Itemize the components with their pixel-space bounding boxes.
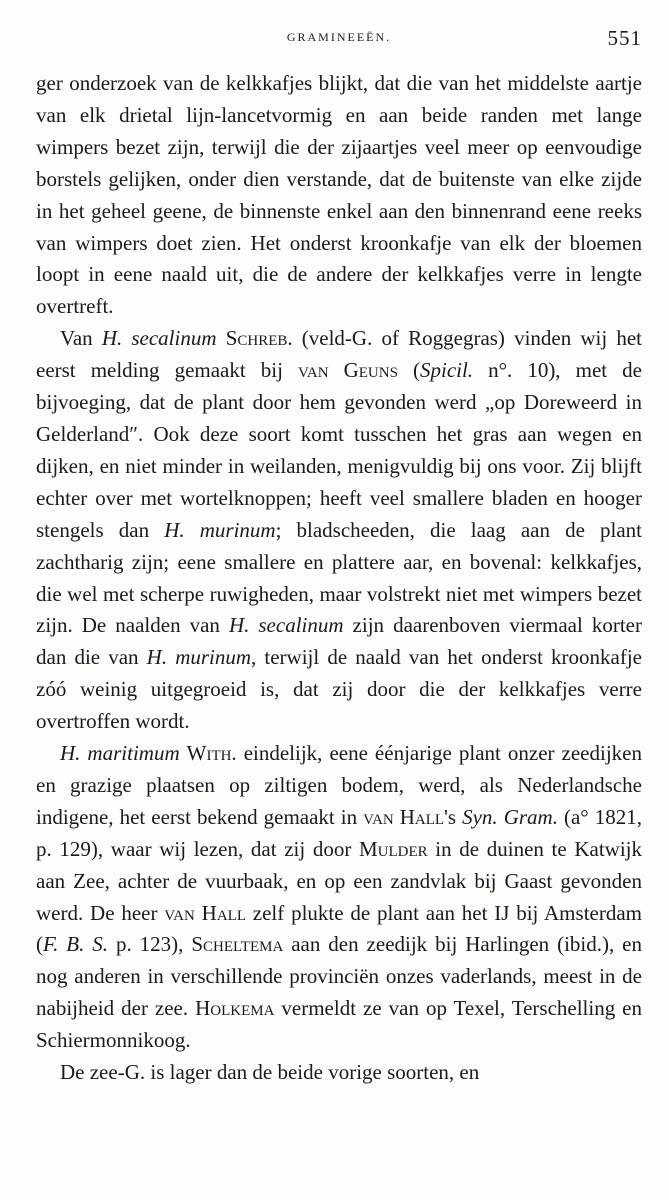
text-run: , terwijl de naald van het onderst kroonkafje zóó weinig uitgegroeid is, dat zij door die der kelkkafjes verre overtroffen wordt. — [36, 645, 642, 734]
author-name: Holkema — [195, 996, 275, 1021]
paragraph — [36, 68, 642, 323]
paragraph — [36, 1057, 642, 1089]
page-number: 551 — [607, 26, 642, 50]
text-run: zelf plukte de plant aan het IJ bij Amsterdam ( — [36, 900, 642, 957]
paragraph — [36, 738, 642, 1057]
text-run — [217, 326, 226, 350]
author-name: van Hall — [164, 900, 246, 925]
text-run: in de duinen te Katwijk aan Zee, achter de vuurbaak, en op een zandvlak bij Gaast gevonden werd. De heer — [36, 836, 642, 925]
text-run: ger onderzoek van de kelkkafjes blijkt, dat die van het middelste aartje van elk drietal lijn-lancetvormig en aan beide randen met lange wimpers bezet zijn, terwijl die der zijaartjes veel meer op eenvoudige borstels gelijken, onder dien verstande, dat de buitenste van elke zijde in het geheel geene, de binnenste enkel aan den binnenrand eene reeks van wimpers doet zien. Het onderst kroonkafje van elk der bloemen loopt in eene naald uit, die de andere der kelkkafjes verre in lengte overtreft. — [36, 71, 642, 319]
author-name: With. — [186, 741, 237, 766]
text-run: Van — [60, 326, 102, 351]
italic-text: H. murinum — [164, 517, 276, 542]
paragraph — [36, 323, 642, 738]
italic-text: H. secalinum — [228, 613, 344, 638]
italic-text: F. B. S. — [43, 932, 109, 957]
text-run — [180, 741, 187, 765]
text-run: De zee-G. is lager dan de beide vorige soorten, en — [60, 1060, 480, 1085]
text-run: eindelijk, eene éénjarige plant onzer zeedijken en grazige plaatsen op ziltigen bodem, werd, als Nederlandsche indigene, het eerst bekend gemaakt in — [36, 741, 642, 829]
text-run: (veld-G. of Roggegras) vinden wij het eerst melding gemaakt bij — [36, 326, 642, 383]
text-run: ( — [397, 358, 420, 383]
italic-text: Syn. Gram. — [462, 804, 558, 829]
italic-text: H. secalinum — [101, 326, 217, 351]
running-head — [36, 22, 642, 52]
author-name: van Hall — [363, 804, 445, 829]
text-run: aan den zeedijk bij Harlingen (ibid.), en nog anderen in verschillende provinciën onzes vaderlands, meest in de nabijheid der zee. — [36, 932, 643, 1021]
text-run: 's — [444, 804, 463, 829]
running-title: GRAMINEEËN. — [286, 30, 392, 44]
text-run: p. 123), — [108, 932, 192, 957]
italic-text: H. murinum — [146, 645, 252, 670]
text-run: ; bladscheeden, die laag aan de plant zachtharig zijn; eene smallere en plattere aar, en bovenal: kelkkafjes, die wel met scherpe ruwigheden, maar volstrekt niet met wimpers bezet zijn. De naalden van — [36, 517, 643, 638]
italic-text: H. maritimum — [60, 741, 180, 766]
text-run: n°. 10), met de bijvoeging, dat de plant door hem gevonden werd „op Doreweerd in Gelderland″. Ook deze soort komt tusschen het gras aan wegen en dijken, en niet minder in weilanden, menigvuldig bij ons voor. Zij blijft echter over met wortelknoppen; heeft veel smallere bladen en hooger stengels dan — [36, 358, 642, 542]
text-run: vermeldt ze van op Texel, Terschelling en Schiermonnikoog. — [36, 996, 643, 1053]
text-run: zijn daarenboven viermaal korter dan die van — [36, 613, 642, 670]
author-name: Mulder — [358, 836, 428, 861]
author-name: Schreb. — [225, 326, 293, 351]
italic-text: Spicil. — [419, 358, 474, 383]
text-run: (a° 1821, p. 129), waar wij lezen, dat zij door — [36, 804, 642, 861]
author-name: Scheltema — [191, 932, 284, 957]
body-text — [36, 68, 642, 1089]
author-name: van Geuns — [297, 358, 398, 383]
